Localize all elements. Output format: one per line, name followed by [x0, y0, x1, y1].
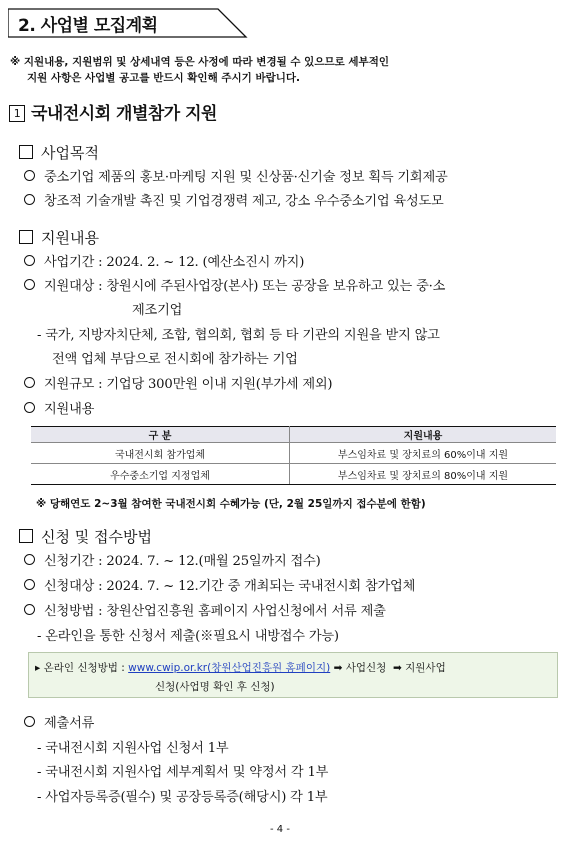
square-bullet-icon [19, 145, 33, 159]
section-title: 2. 사업별 모집계획 [18, 16, 158, 36]
circle-bullet-icon [24, 377, 35, 388]
online-method-prefix: ▸ 온라인 신청방법 : [35, 662, 125, 674]
table-footnote: ※ 당해연도 2~3월 참여한 국내전시회 수혜가능 (단, 2월 25일까지 접수분에 한함) [36, 498, 426, 510]
program-heading [9, 99, 217, 124]
table-cell: 부스임차료 및 장치료의 80%이내 지원 [290, 464, 557, 485]
table-cell: 우수중소기업 지정업체 [31, 464, 290, 485]
online-method-line-2: 신청(사업명 확인 후 신청) [155, 681, 275, 693]
apply-method: 신청방법 : 창원산업진흥원 홈페이지 사업신청에서 서류 제출 [24, 600, 386, 619]
circle-bullet-icon [24, 170, 35, 181]
apply-target: 신청대상 : 2024. 7. ~ 12.기간 중 개최되는 국내전시회 참가업체 [24, 575, 415, 594]
purpose-title: 사업목적 [19, 142, 99, 163]
content-detail-label: 지원내용 [24, 398, 94, 417]
cwip-homepage-link[interactable]: www.cwip.or.kr(창원산업진흥원 홈페이지) [128, 662, 331, 674]
table-header-row [31, 427, 556, 443]
circle-bullet-icon [24, 579, 35, 590]
purpose-item: 창조적 기술개발 촉진 및 기업경쟁력 제고, 강소 우수중소기업 육성도모 [24, 190, 444, 209]
apply-online: - 온라인을 통한 신청서 제출(※필요시 내방접수 가능) [37, 629, 339, 644]
doc-item: - 국내전시회 지원사업 신청서 1부 [37, 741, 229, 756]
circle-bullet-icon [24, 604, 35, 615]
content-period: 사업기간 : 2024. 2. ~ 12. (예산소진시 까지) [24, 251, 304, 270]
circle-bullet-icon [24, 554, 35, 565]
table-cell: 국내전시회 참가업체 [31, 443, 290, 464]
table-row [31, 464, 556, 485]
circle-bullet-icon [24, 716, 35, 727]
content-target: 지원대상 : 창원시에 주된사업장(본사) 또는 공장을 보유하고 있는 중·소 [24, 275, 445, 294]
table-row [31, 443, 556, 464]
docs-title: 제출서류 [24, 712, 94, 731]
doc-item: - 사업자등록증(필수) 및 공장등록증(해당시) 각 1부 [37, 790, 328, 805]
arrow-right-icon: ➡ [333, 662, 343, 674]
heading-number-box: 1 [9, 105, 25, 122]
circle-bullet-icon [24, 279, 35, 290]
online-step-1: 사업신청 [345, 662, 387, 674]
support-table [31, 426, 556, 485]
online-step-2: 지원사업 [405, 662, 446, 674]
apply-title: 신청 및 접수방법 [19, 526, 152, 547]
heading-text: 국내전시회 개별참가 지원 [31, 104, 217, 124]
content-exclusion: - 국가, 지방자치단체, 조합, 협의회, 협회 등 타 기관의 지원을 받지 않고 [37, 328, 440, 343]
circle-bullet-icon [24, 255, 35, 266]
square-bullet-icon [19, 230, 33, 244]
content-target-cont: 제조기업 [132, 303, 183, 318]
content-scale: 지원규모 : 기업당 300만원 이내 지원(부가세 제외) [24, 373, 332, 392]
doc-item: - 국내전시회 지원사업 세부계획서 및 약정서 각 1부 [37, 765, 329, 780]
content-title: 지원내용 [19, 227, 99, 248]
circle-bullet-icon [24, 194, 35, 205]
table-cell: 부스임차료 및 장치료의 60%이내 지원 [290, 443, 557, 464]
online-method-line-1 [35, 660, 446, 675]
purpose-item: 중소기업 제품의 홍보·마케팅 지원 및 신상품·신기술 정보 획득 기회제공 [24, 166, 448, 185]
content-exclusion-cont: 전액 업체 부담으로 전시회에 참가하는 기업 [52, 352, 298, 367]
notice-line-1: ※ 지원내용, 지원범위 및 상세내역 등은 사정에 따라 변경될 수 있으므로 세부적인 [10, 56, 389, 68]
section-title-tab [8, 8, 248, 38]
apply-period: 신청기간 : 2024. 7. ~ 12.(매월 25일까지 접수) [24, 550, 321, 569]
circle-bullet-icon [24, 402, 35, 413]
table-header: 구 분 [31, 427, 290, 443]
online-method-box [28, 652, 558, 698]
notice-line-2: 지원 사항은 사업별 공고를 반드시 확인해 주시기 바랍니다. [27, 72, 301, 84]
page-number: - 4 - [270, 824, 290, 835]
table-header: 지원내용 [290, 427, 557, 443]
arrow-right-icon: ➡ [392, 662, 402, 674]
square-bullet-icon [19, 529, 33, 543]
